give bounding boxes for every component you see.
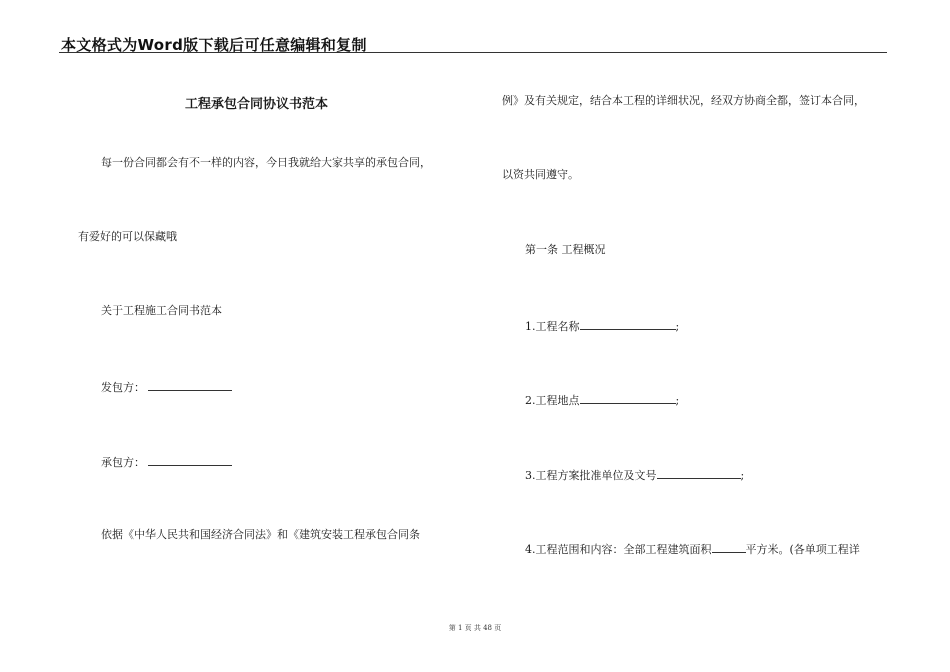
item-1-blank: [580, 318, 676, 330]
basis-line: 依据《中华人民共和国经济合同法》和《建筑安装工程承包合同条: [101, 528, 420, 541]
item-4-line: [525, 541, 860, 557]
item-2-line: [525, 392, 679, 408]
intro-line-2: 有爱好的可以保藏哦: [78, 230, 177, 243]
item-4-mid: 平方米。(各单项工程详: [745, 543, 860, 556]
item-3-end: ;: [740, 469, 745, 482]
item-1-end: ;: [675, 320, 680, 333]
article-1-heading: 第一条 工程概况: [525, 243, 606, 256]
item-2-end: ;: [675, 394, 680, 407]
party-b-line: [101, 454, 232, 470]
header-divider: [59, 52, 887, 53]
item-3-label: 3.工程方案批准单位及文号: [525, 469, 657, 482]
item-2-label: 2.工程地点: [525, 394, 580, 407]
contract-subtitle: 关于工程施工合同书范本: [101, 304, 222, 317]
basis-continuation-1: 例》及有关规定，结合本工程的详细状况，经双方协商全都，签订本合同，: [502, 94, 865, 107]
item-4-label: 4.工程范围和内容：全部工程建筑面积: [525, 543, 712, 556]
basis-continuation-2: 以资共同遵守。: [502, 168, 579, 181]
party-b-label: 承包方：: [101, 456, 145, 469]
document-title: 工程承包合同协议书范本: [185, 97, 329, 112]
item-2-blank: [580, 392, 676, 404]
party-a-line: [101, 379, 232, 395]
intro-line-1: 每一份合同都会有不一样的内容，今日我就给大家共享的承包合同，: [101, 156, 431, 169]
item-1-line: [525, 318, 679, 334]
item-3-blank: [657, 467, 741, 479]
party-a-label: 发包方：: [101, 381, 145, 394]
party-a-blank: [148, 379, 232, 391]
item-3-line: [525, 467, 744, 483]
party-b-blank: [148, 454, 232, 466]
header-title: 本文格式为Word版下载后可任意编辑和复制: [61, 36, 367, 54]
item-1-label: 1.工程名称: [525, 320, 580, 333]
page-footer: 第 1 页 共 48 页: [448, 624, 502, 632]
item-4-blank: [712, 541, 746, 553]
